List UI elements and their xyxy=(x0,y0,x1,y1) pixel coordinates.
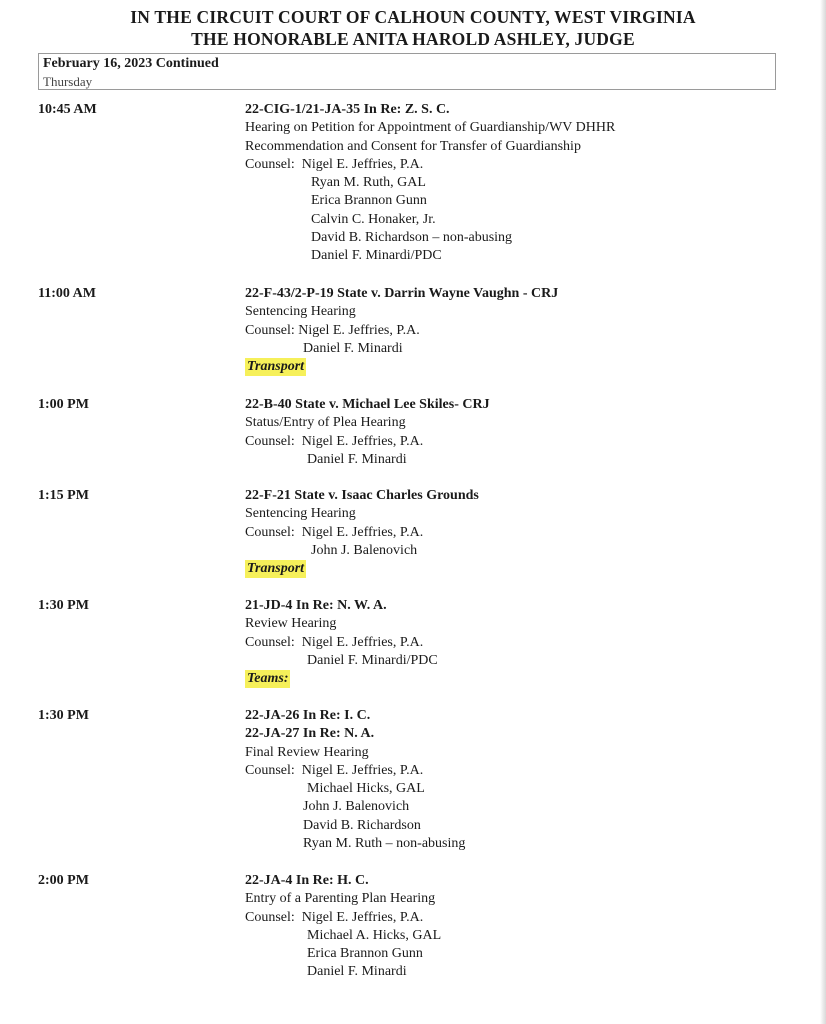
case-number: 22-CIG-1/21-JA-35 In Re: Z. S. C. xyxy=(245,102,450,117)
docket-day: Thursday xyxy=(43,74,93,89)
case-number: 22-JA-26 In Re: I. C. xyxy=(245,708,371,723)
hearing-type: Recommendation and Consent for Transfer of Guardianship xyxy=(245,138,581,154)
counsel-name: John J. Balenovich xyxy=(303,799,410,815)
transport-note: Transport xyxy=(247,561,305,577)
counsel-label: Counsel: xyxy=(245,156,295,172)
page-edge-shadow xyxy=(820,0,826,1024)
entry-time: 1:15 PM xyxy=(38,488,89,503)
counsel-name: Michael Hicks, GAL xyxy=(307,781,425,797)
counsel-row xyxy=(245,634,438,652)
entry-details xyxy=(245,285,558,376)
note-row xyxy=(245,560,479,578)
entry-details xyxy=(245,396,490,469)
counsel-name: Ryan M. Ruth – non-abusing xyxy=(303,836,466,852)
case-number: 22-B-40 State v. Michael Lee Skiles- CRJ xyxy=(245,397,490,412)
hearing-type: Final Review Hearing xyxy=(245,744,369,760)
counsel-name: Nigel E. Jeffries, P.A. xyxy=(301,634,424,650)
entry-details xyxy=(245,597,438,688)
hearing-type: Sentencing Hearing xyxy=(245,506,356,522)
counsel-name: Nigel E. Jeffries, P.A. xyxy=(301,433,424,449)
counsel-name: David B. Richardson xyxy=(303,817,421,833)
counsel-name: Daniel F. Minardi xyxy=(303,340,403,356)
entry-time: 1:00 PM xyxy=(38,397,89,412)
counsel-row xyxy=(245,909,441,927)
entry-time: 1:30 PM xyxy=(38,708,89,723)
docket-date: February 16, 2023 Continued xyxy=(43,56,219,71)
case-number: 22-JA-27 In Re: N. A. xyxy=(245,726,375,742)
counsel-row xyxy=(245,433,490,451)
hearing-type: Sentencing Hearing xyxy=(245,304,356,320)
case-number: 22-F-21 State v. Isaac Charles Grounds xyxy=(245,488,479,503)
counsel-name: Ryan M. Ruth, GAL xyxy=(311,175,426,191)
hearing-type: Status/Entry of Plea Hearing xyxy=(245,415,406,431)
court-title: IN THE CIRCUIT COURT OF CALHOUN COUNTY, WEST VIRGINIA xyxy=(130,7,696,27)
entry-details xyxy=(245,487,479,578)
note-row xyxy=(245,358,558,376)
counsel-name: Erica Brannon Gunn xyxy=(307,946,423,962)
counsel-name: Calvin C. Honaker, Jr. xyxy=(311,211,436,227)
counsel-label: Counsel: xyxy=(245,433,295,449)
entry-details xyxy=(245,872,441,982)
hearing-type: Review Hearing xyxy=(245,616,337,632)
counsel-label: Counsel: xyxy=(245,322,295,338)
counsel-name: Nigel E. Jeffries, P.A. xyxy=(298,322,420,338)
entry-time: 10:45 AM xyxy=(38,102,97,117)
entry-time: 1:30 PM xyxy=(38,598,89,613)
counsel-name: Nigel E. Jeffries, P.A. xyxy=(301,909,424,925)
counsel-name: Daniel F. Minardi xyxy=(307,964,407,980)
counsel-name: Daniel F. Minardi xyxy=(307,451,407,467)
counsel-row xyxy=(245,762,465,780)
counsel-name: Nigel E. Jeffries, P.A. xyxy=(301,156,424,172)
counsel-label: Counsel: xyxy=(245,909,295,925)
transport-note: Transport xyxy=(247,359,305,375)
counsel-label: Counsel: xyxy=(245,762,295,778)
counsel-name: Nigel E. Jeffries, P.A. xyxy=(301,762,424,778)
entry-details xyxy=(245,101,615,266)
counsel-name: Erica Brannon Gunn xyxy=(311,193,427,209)
counsel-name: Michael A. Hicks, GAL xyxy=(307,927,442,943)
judge-title: THE HONORABLE ANITA HAROLD ASHLEY, JUDGE xyxy=(191,29,635,49)
counsel-label: Counsel: xyxy=(245,634,295,650)
teams-note: Teams: xyxy=(247,671,289,687)
counsel-row xyxy=(245,156,615,174)
entry-details xyxy=(245,707,465,853)
counsel-name: Nigel E. Jeffries, P.A. xyxy=(301,524,424,540)
case-number: 22-JA-4 In Re: H. C. xyxy=(245,873,369,888)
case-number: 21-JD-4 In Re: N. W. A. xyxy=(245,598,387,613)
note-row xyxy=(245,670,438,688)
counsel-name: Daniel F. Minardi/PDC xyxy=(311,248,442,264)
counsel-name: John J. Balenovich xyxy=(311,542,418,558)
counsel-name: Daniel F. Minardi/PDC xyxy=(307,652,438,668)
date-box xyxy=(38,53,776,90)
counsel-label: Counsel: xyxy=(245,524,295,540)
counsel-row xyxy=(245,322,558,340)
counsel-name: David B. Richardson – non-abusing xyxy=(311,230,513,246)
entry-time: 2:00 PM xyxy=(38,873,89,888)
hearing-type: Hearing on Petition for Appointment of Guardianship/WV DHHR xyxy=(245,120,616,136)
case-number: 22-F-43/2-P-19 State v. Darrin Wayne Vaughn - CRJ xyxy=(245,286,559,301)
document-header xyxy=(0,6,826,50)
counsel-row xyxy=(245,524,479,542)
entry-time: 11:00 AM xyxy=(38,286,96,301)
hearing-type: Entry of a Parenting Plan Hearing xyxy=(245,891,436,907)
